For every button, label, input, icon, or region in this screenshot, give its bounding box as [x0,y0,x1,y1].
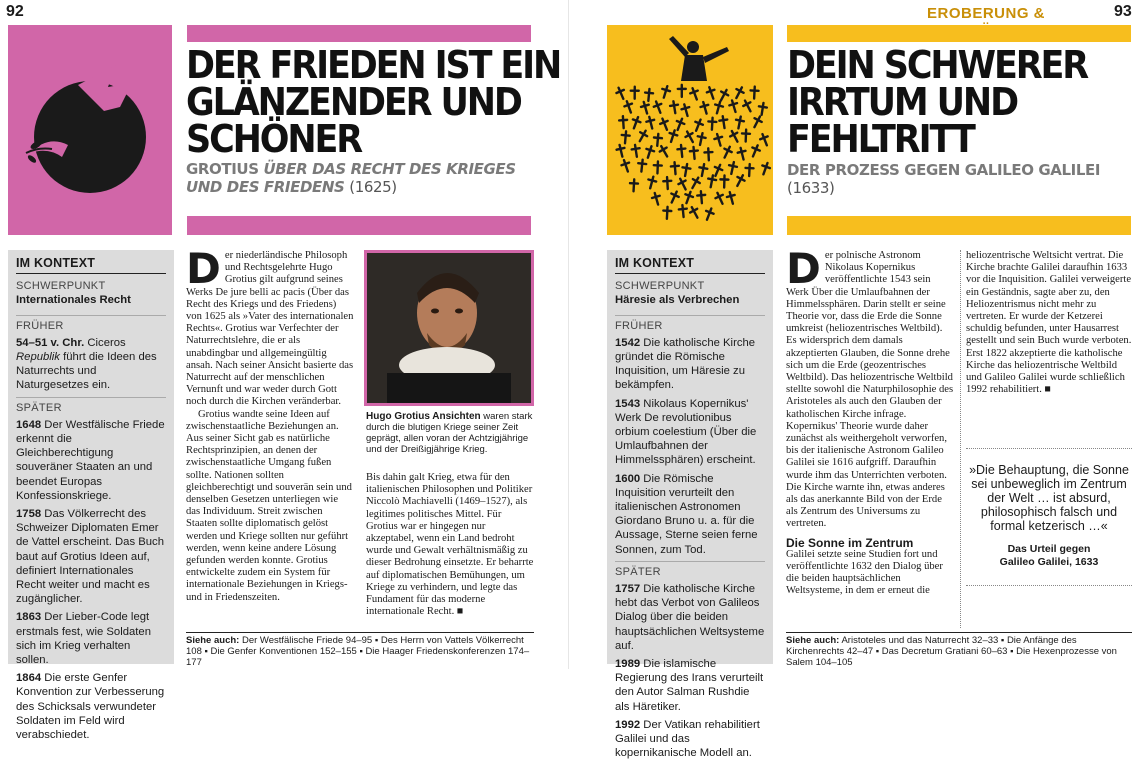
subtitle-author: GROTIUS [186,160,259,178]
sidebar-entry: 1757 Die katholische Kirche hebt das Verbot von Galileos Dialog über die beiden hauptsächlichen Weltsysteme auf. [615,582,765,653]
cross-mark [678,205,687,218]
cross-mark [660,85,671,99]
title-line: GLÄNZENDER UND [186,84,560,121]
cross-mark [645,116,656,130]
sidebar-entry: 1758 Das Völkerrecht des Schweizer Diplomaten Emer de Vattel erscheint. Das Buch baut auf Grotius Ideen auf, definiert Internationales Recht weiter und macht es zugänglicher. [16,507,166,606]
cross-mark [621,131,630,144]
title-line: SCHÖNER [186,121,560,158]
body-paragraph: Galilei setzte seine Studien fort und veröffentlichte 1632 den Dialog über die beiden hauptsächlichen Weltsysteme, in dem er erneut die [786,549,954,598]
context-sidebar-right [607,250,773,664]
cross-mark [644,89,653,102]
quote-source: Das Urteil gegen [966,543,1132,556]
drop-cap: D [786,250,821,286]
subtitle-work: ÜBER DAS RECHT DES KRIEGES [263,160,515,178]
sidebar-entry: 1543 Nikolaus Kopernikus' Werk De revolutionibus orbium coelestium (Über die Umlaufbahnen der Himmelssphären) erscheint. [615,397,765,468]
sidebar-heading: IM KONTEXT [615,256,765,274]
quote-source: Galileo Galilei, 1633 [966,556,1132,569]
cross-mark [751,115,764,129]
portrait-image [367,253,531,403]
cross-mark [671,162,680,175]
subtitle-right [787,161,1132,197]
cross-mark [615,86,627,100]
see-also-links: Aristoteles und das Naturrecht 32–33 ▪ Die Anfänge des Kirchenrechts 42–47 ▪ Das Decretum Gratiani 60–63 ▪ Die Hexenprozesse von Salem 104–105 [786,635,1117,668]
body-paragraph: er polnische Astronom Nikolaus Kopernikus veröffentlichte 1543 sein Werk Über die Umlaufbahnen der Himmelssphären. Darin stellt er seine Theorie vor, dass die Erde die Sonne umkreist (heliozentrisches Weltbild). Es widersprich dem damals akzeptierten Glauben, die Sonne drehe sich um die Erde (geozentrisches Weltbild). Das heliozentrische Weltbild stellte sowohl die Naturphilosophie des Aristoteles als auch den Glauben der katholischen Kirche infrage. Kopernikus' Theorie wurde daher zunächst als weithergeholt verworfen, bis der italienische Astronom Galileo Galilei sie 1616 aufgriff. Daraufhin wurde ihm das Unterrichten verboten. Die Kirche warnte ihn, etwas anderes als das anerkannte Bild von der Erde als Zentrum des Universums zu vertreten. [786,250,954,531]
cross-mark [688,205,701,219]
figure-icon [669,36,729,81]
quote-block [966,448,1132,586]
column-divider [960,250,961,628]
title-line: DER FRIEDEN IST EIN [186,47,560,84]
cross-mark [653,134,662,147]
cross-mark [726,191,737,205]
body-column-right-1 [786,250,954,630]
cross-mark [713,133,724,147]
sidebar-label: SPÄTER [615,561,765,579]
cross-mark [668,190,680,204]
title-line: IRRTUM UND [787,84,1087,121]
cross-mark [651,192,662,206]
sidebar-entry: 1989 Die islamische Regierung des Irans verurteilt den Autor Salman Rushdie als Häretiker. [615,657,765,714]
cross-mark [699,101,710,115]
section-heading: Die Sonne im Zentrum [786,537,954,549]
cross-mark [616,144,627,158]
sidebar-focus: Internationales Recht [16,293,166,307]
cross-mark [697,191,706,204]
cross-mark [620,159,631,173]
cross-mark [658,144,671,158]
cross-mark [742,129,750,141]
cross-mark [667,129,678,143]
cross-mark [663,177,672,189]
page-number-left: 92 [6,3,24,21]
cross-mark [631,144,641,157]
sidebar-label: FRÜHER [615,315,765,333]
cross-mark [663,207,672,219]
sidebar-entry: 1648 Der Westfälische Friede erkennt die Gleichberechtigung souveräner Staaten an und beendet Europas Konfessionskriege. [16,418,166,503]
see-also-links: Der Westfälische Friede 94–95 ▪ Des Herrn von Vattels Völkerrecht 108 ▪ Die Genfer Konventionen 152–155 ▪ Die Haager Friedenskonferenzen 174–177 [186,635,529,668]
cross-mark [708,117,717,129]
body-column-left-1 [186,250,354,626]
cross-mark [717,88,730,102]
cross-mark [680,103,691,117]
page-title-right [787,47,1087,158]
drop-cap: D [186,250,221,286]
cross-mark [674,117,686,131]
cross-mark [692,118,704,132]
page-gutter [568,0,569,669]
cross-mark [758,102,768,115]
cross-mark [681,163,691,176]
title-band-right [787,25,1131,42]
cross-mark [734,173,747,187]
cross-mark [760,162,772,176]
body-paragraph: Bis dahin galt Krieg, etwa für den italienischen Philosophen und Politiker Niccolò Machiavelli (1469–1527), als legitimes politisches Mittel. Für Grotius war er hingegen nur akzeptabel, wenn ein Land bedroht wurde und Gewalt verhältnismäßig zu dieser Bedrohung einsetzte. Er beharrte auf diplomatischen Bemühungen, um Kriege zu verhindern, und legte das Fundament für das moderne internationale Recht. ■ [366,472,534,618]
cross-mark [677,177,690,191]
cross-mark [652,100,664,114]
body-paragraph: er niederländische Philosoph und Rechtsgelehrte Hugo Grotius gilt aufgrund seines Werks De jure belli ac pacis (Über das Recht des Kriegs und des Friedens) von 1625 als »Vater des internationalen Rechts«. Grotius war Verfechter der Naturrechtslehre, die er als unabdingbar und allgemeingültig ansah. Nach seiner Ansicht basierte das Naturrecht auf der menschlichen Vernunft und war weder durch Gott noch durch die Kirchen veränderbar. [186,250,354,409]
cross-mark [689,176,702,190]
cross-mark [683,190,695,204]
cross-mark [728,99,739,113]
page-number-right: 93 [1114,3,1132,21]
subtitle-year: (1633) [787,179,834,197]
caption-text: waren stark durch die blutigen Kriege seiner Zeit geprägt, allen voran der Achtzigjährige und der Dreißigjährige Krieg. [366,411,532,455]
portrait-caption [366,411,534,455]
sidebar-label: SCHWERPUNKT [615,279,765,293]
cross-mark [733,86,746,100]
pull-quote: »Die Behauptung, die Sonne sei unbeweglich im Zentrum der Welt … ist absurd, philosophisch falsch und formal ketzerisch …« [966,463,1132,533]
body-paragraph: heliozentrische Weltsicht vertrat. Die Kirche brachte Galilei daraufhin 1633 vor die Inquisition. Galilei verweigerte ein Geständnis, sagte aber zu, den Heliozentrismus nicht mehr zu vertreten. Er wurde der Ketzerei schuldig befunden, unter Hausarrest gestellt und sein Buch wurde verboten. Erst 1822 akzeptierte die katholische Kirche das heliozentrische Weltbild und Galileo Galilei wurde schließlich 1992 rehabilitiert. ■ [966,250,1132,396]
subtitle-text: DER PROZESS GEGEN GALILEO GALILEI [787,161,1100,179]
subtitle-left [186,160,531,196]
subtitle-year: (1625) [349,178,396,196]
sidebar-entry: 1864 Die erste Genfer Konvention zur Verbesserung des Schicksals verwundeter Soldaten im Feld wird verabschiedet. [16,671,166,742]
cross-mark [741,99,754,113]
cross-mark [698,163,708,176]
title-band-left-bottom [187,216,531,235]
cross-mark [721,145,733,159]
dove-icon-panel [8,25,172,235]
sidebar-entry: 1600 Die Römische Inquisition verurteilt den italienischen Astronomen Giordano Bruno u. a. für die Aussage, Sterne seien ferne Sonnen, zum Tod. [615,472,765,557]
subtitle-work: UND DES FRIEDENS [186,178,344,196]
cross-mark [684,130,697,144]
cross-mark [737,147,748,161]
title-line: DEIN SCHWERER [787,47,1087,84]
cross-mark [703,207,715,221]
sidebar-label: FRÜHER [16,315,166,333]
cross-mark [749,144,761,158]
body-paragraph: Grotius wandte seine Ideen auf zwischenstaatliche Beziehungen an. Aus seiner Sicht gab es natürliche Rechtsprinzipien, an denen der zwischenstaatliche Umgang fußen sollte. Nationen sollten gleichberechtigt und souverän sein und denselben Gesetzen unterliegen wie das Individuum. Streit zwischen Staaten sollte diplomatisch gelöst werden und Kriege sollten nur geführt werden, wenn keine andere Lösung gefunden werden konnte. Grotius entwickelte zudem ein System für internationale Beziehungen in Kriegs- und in Friedenszeiten. [186,409,354,604]
cross-mark [630,116,642,130]
cross-mark [719,116,729,129]
cross-mark [704,148,713,160]
cross-mark [644,145,655,159]
body-column-left-2 [366,472,534,618]
cross-mark [750,86,759,98]
cross-mark [631,87,639,99]
portrait-frame [364,250,534,406]
crosses-figure-icon [607,25,773,235]
sidebar-entry: 1542 Die katholische Kirche gründet die Römische Inquisition, um Häresie zu bekämpfen. [615,336,765,393]
sidebar-entry: 1863 Der Lieber-Code legt erstmals fest, wie Soldaten sich im Krieg verhalten sollen. [16,610,166,667]
cross-mark [640,101,651,115]
cross-mark [713,101,724,115]
crosses-field [615,85,771,221]
body-column-right-2 [966,250,1132,396]
cross-mark [653,161,661,173]
sidebar-label: SPÄTER [16,397,166,415]
sidebar-heading: IM KONTEXT [16,256,166,274]
cross-mark [689,87,701,101]
cross-mark [759,133,771,147]
cross-mark [623,100,635,114]
sidebar-entry: 54–51 v. Chr. Ciceros Republik führt die Ideen des Naturrechts und Naturgesetzes ein. [16,336,166,393]
dove-icon [8,25,172,235]
caption-bold: Hugo Grotius Ansichten [366,411,481,422]
cross-mark [720,175,728,187]
cross-mark [619,116,628,128]
cross-mark [646,176,657,190]
see-also-label: Siehe auch: [186,635,239,646]
cross-mark [678,85,686,97]
cross-mark [630,179,639,191]
section-title: EROBERUNG & [927,5,1139,39]
cross-mark [714,191,726,205]
title-line: FEHLTRITT [787,121,1087,158]
cross-mark [728,129,741,143]
sidebar-focus: Häresie als Verbrechen [615,293,765,307]
page-title-left [186,47,560,158]
cross-mark [727,161,737,174]
cross-mark [706,86,718,100]
cross-mark [696,132,706,145]
sidebar-label: SCHWERPUNKT [16,279,166,293]
title-band-left [187,25,531,42]
cross-mark [637,159,646,172]
see-also-right [786,632,1132,668]
cross-mark [659,117,671,131]
context-sidebar-left [8,250,174,664]
title-band-right-bottom [787,216,1131,235]
cross-mark [745,164,754,176]
see-also-label: Siehe auch: [786,635,839,646]
cross-mark [734,116,744,129]
crosses-icon-panel [607,25,773,235]
see-also-left [186,632,534,668]
sidebar-entry: 1992 Der Vatikan rehabilitiert Galilei und das kopernikanische Modell an. [615,718,765,761]
cross-mark [636,129,649,143]
cross-mark [669,101,679,114]
cross-mark [677,145,686,158]
cross-mark [690,147,699,160]
